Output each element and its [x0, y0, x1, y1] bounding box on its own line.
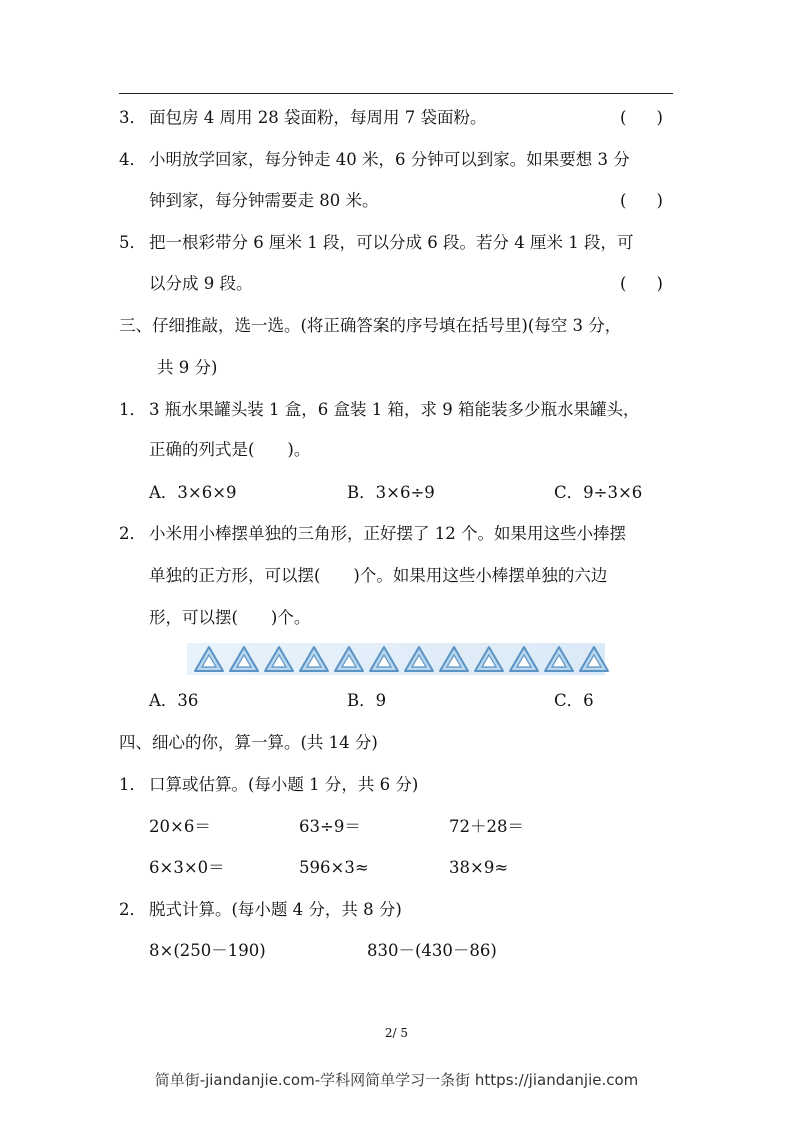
option-c[interactable]: C．6: [554, 691, 594, 710]
triangle-icon: [263, 645, 295, 673]
triangle-icon: [298, 645, 330, 673]
triangle-icon: [578, 645, 610, 673]
math-item: 38×9≈: [449, 858, 509, 877]
math-item: 72＋28＝: [449, 817, 524, 836]
option-a[interactable]: A．36: [149, 691, 199, 710]
triangle-icon: [228, 645, 260, 673]
answer-parens[interactable]: ( ): [620, 274, 663, 293]
question-number: 1．: [119, 400, 146, 419]
question-text: 3 瓶水果罐头装 1 盒，6 盒装 1 箱，求 9 箱能装多少瓶水果罐头，: [149, 400, 640, 419]
answer-parens[interactable]: ( ): [620, 108, 663, 127]
question-text: 正确的列式是( )。: [149, 440, 311, 459]
option-c[interactable]: C．9÷3×6: [554, 483, 643, 502]
question-number: 2．: [119, 900, 146, 919]
option-b[interactable]: B．9: [347, 691, 387, 710]
question-text: 钟到家，每分钟需要走 80 米。: [149, 191, 379, 210]
footer-watermark: 简单街-jiandanjie.com-学科网简单学习一条街 https://jiandanjie.com: [154, 1071, 639, 1089]
page-number: 2/ 5: [384, 1026, 409, 1040]
question-text: 单独的正方形，可以摆( )个。如果用这些小棒摆单独的六边: [149, 566, 608, 585]
math-item: 596×3≈: [299, 858, 369, 877]
option-a[interactable]: A．3×6×9: [149, 483, 237, 502]
triangle-icon: [508, 645, 540, 673]
math-item: 830－(430－86): [367, 941, 497, 960]
question-text: 口算或估算。(每小题 1 分，共 6 分): [149, 775, 419, 794]
math-item: 8×(250－190): [149, 941, 266, 960]
question-number: 1．: [119, 775, 146, 794]
triangle-sticks-illustration: [187, 643, 605, 675]
triangle-icon: [403, 645, 435, 673]
question-number: 3．: [119, 108, 146, 127]
triangle-icon: [333, 645, 365, 673]
question-number: 5．: [119, 233, 146, 252]
question-text: 小明放学回家，每分钟走 40 米，6 分钟可以到家。如果要想 3 分: [149, 150, 630, 169]
question-number: 2．: [119, 524, 146, 543]
triangle-icon: [438, 645, 470, 673]
question-text: 面包房 4 周用 28 袋面粉，每周用 7 袋面粉。: [149, 108, 487, 127]
answer-parens[interactable]: ( ): [620, 191, 663, 210]
question-text: 把一根彩带分 6 厘米 1 段，可以分成 6 段。若分 4 厘米 1 段，可: [149, 233, 634, 252]
triangle-icon: [368, 645, 400, 673]
question-number: 4．: [119, 150, 146, 169]
question-text: 以分成 9 段。: [149, 274, 253, 293]
header-rule: [119, 93, 673, 94]
math-item: 20×6＝: [149, 817, 211, 836]
triangle-icon: [193, 645, 225, 673]
question-text: 脱式计算。(每小题 4 分，共 8 分): [149, 900, 402, 919]
triangle-icon: [543, 645, 575, 673]
math-item: 63÷9＝: [299, 817, 361, 836]
question-text: 小米用小棒摆单独的三角形，正好摆了 12 个。如果用这些小捧摆: [149, 524, 626, 543]
math-item: 6×3×0＝: [149, 858, 225, 877]
triangle-icon: [473, 645, 505, 673]
question-text: 形，可以摆( )个。: [149, 608, 311, 627]
option-b[interactable]: B．3×6÷9: [347, 483, 435, 502]
